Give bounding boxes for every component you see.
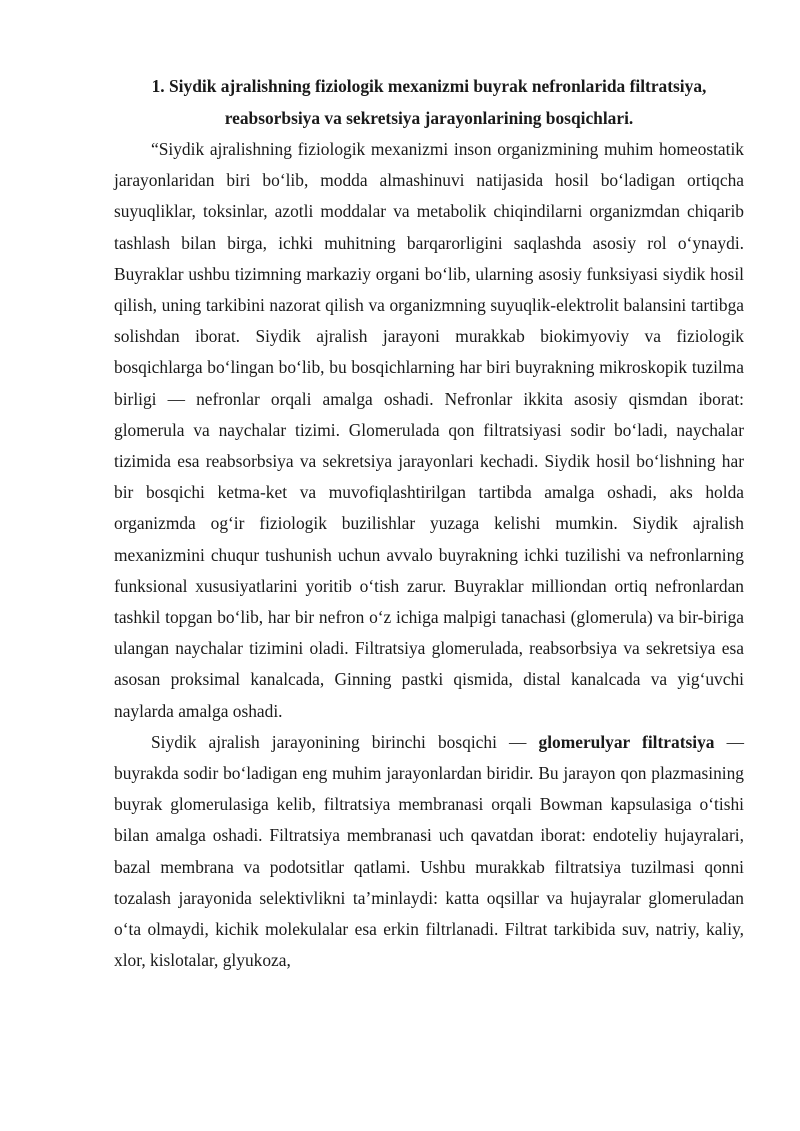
paragraph-2-after: — buyrakda sodir boʻladigan eng muhim jarayonlardan biridir. Bu jarayon qon plazmasining buyrak glomerulasiga kelib, filtratsiya membranasi orqali Bowman kapsulasiga oʻtishi bilan amalga oshadi. Filtratsiya membranasi uch qavatdan iborat: endoteliy hujayralari, bazal membrana va podotsitlar qatlami. Ushbu murakkab filtratsiya tuzilmasi qonni tozalash jarayonida selektivlikni taʼminlaydi: katta oqsillar va hujayralar glomeruladan oʻta olmaydi, kichik molekulalar esa erkin filtrlanadi. Filtrat tarkibida suv, natriy, kaliy, xlor, kislotalar, glyukoza, xyxy=(114,731,744,971)
paragraph-2 xyxy=(114,727,744,977)
section-heading-line-1: 1. Siydik ajralishning fiziologik mexanizmi buyrak nefronlarida filtratsiya, xyxy=(151,76,707,96)
paragraph-2-before: Siydik ajralish jarayonining birinchi bosqichi — xyxy=(151,731,539,752)
section-heading xyxy=(114,70,744,134)
section-heading-line-2: reabsorbsiya va sekretsiya jarayonlarining bosqichlari. xyxy=(224,108,634,128)
paragraph-1: “Siydik ajralishning fiziologik mexanizmi inson organizmining muhim homeostatik jarayonlaridan biri boʻlib, modda almashinuvi natijasida hosil boʻladigan ortiqcha suyuqliklar, toksinlar, azotli moddalar va metabolik chiqindilarni organizmdan chiqarib tashlash bilan birga, ichki muhitning barqarorligini saqlashda asosiy rol oʻynaydi. Buyraklar ushbu tizimning markaziy organi boʻlib, ularning asosiy funksiyasi siydik hosil qilish, uning tarkibini nazorat qilish va organizmning suyuqlik-elektrolit balansini tartibga solishdan iborat. Siydik ajralish jarayoni murakkab biokimyoviy va fiziologik bosqichlarga boʻlingan boʻlib, bu bosqichlarning har biri buyrakning mikroskopik tuzilma birligi — nefronlar orqali amalga oshadi. Nefronlar ikkita asosiy qismdan iborat: glomerula va naychalar tizimi. Glomerulada qon filtratsiyasi sodir boʻladi, naychalar tizimida esa reabsorbsiya va sekretsiya jarayonlari kechadi. Siydik hosil boʻlishning har bir bosqichi ketma-ket va muvofiqlashtirilgan tartibda amalga oshadi, aks holda organizmda ogʻir fiziologik buzilishlar yuzaga kelishi mumkin. Siydik ajralish mexanizmini chuqur tushunish uchun avvalo buyrakning ichki tuzilishi va nefronlarning funksional xususiyatlarini yoritib oʻtish zarur. Buyraklar milliondan ortiq nefronlardan tashkil topgan boʻlib, har bir nefron oʻz ichiga malpigi tanachasi (glomerula) va bir-biriga ulangan naychalar tizimini oladi. Filtratsiya glomerulada, reabsorbsiya va sekretsiya esa asosan proksimal kanalcada, Ginning pastki qismida, distal kanalcada va yigʻuvchi naylarda amalga oshadi. xyxy=(114,139,744,721)
paragraph-2-bold-term: glomerulyar filtratsiya xyxy=(538,731,715,752)
